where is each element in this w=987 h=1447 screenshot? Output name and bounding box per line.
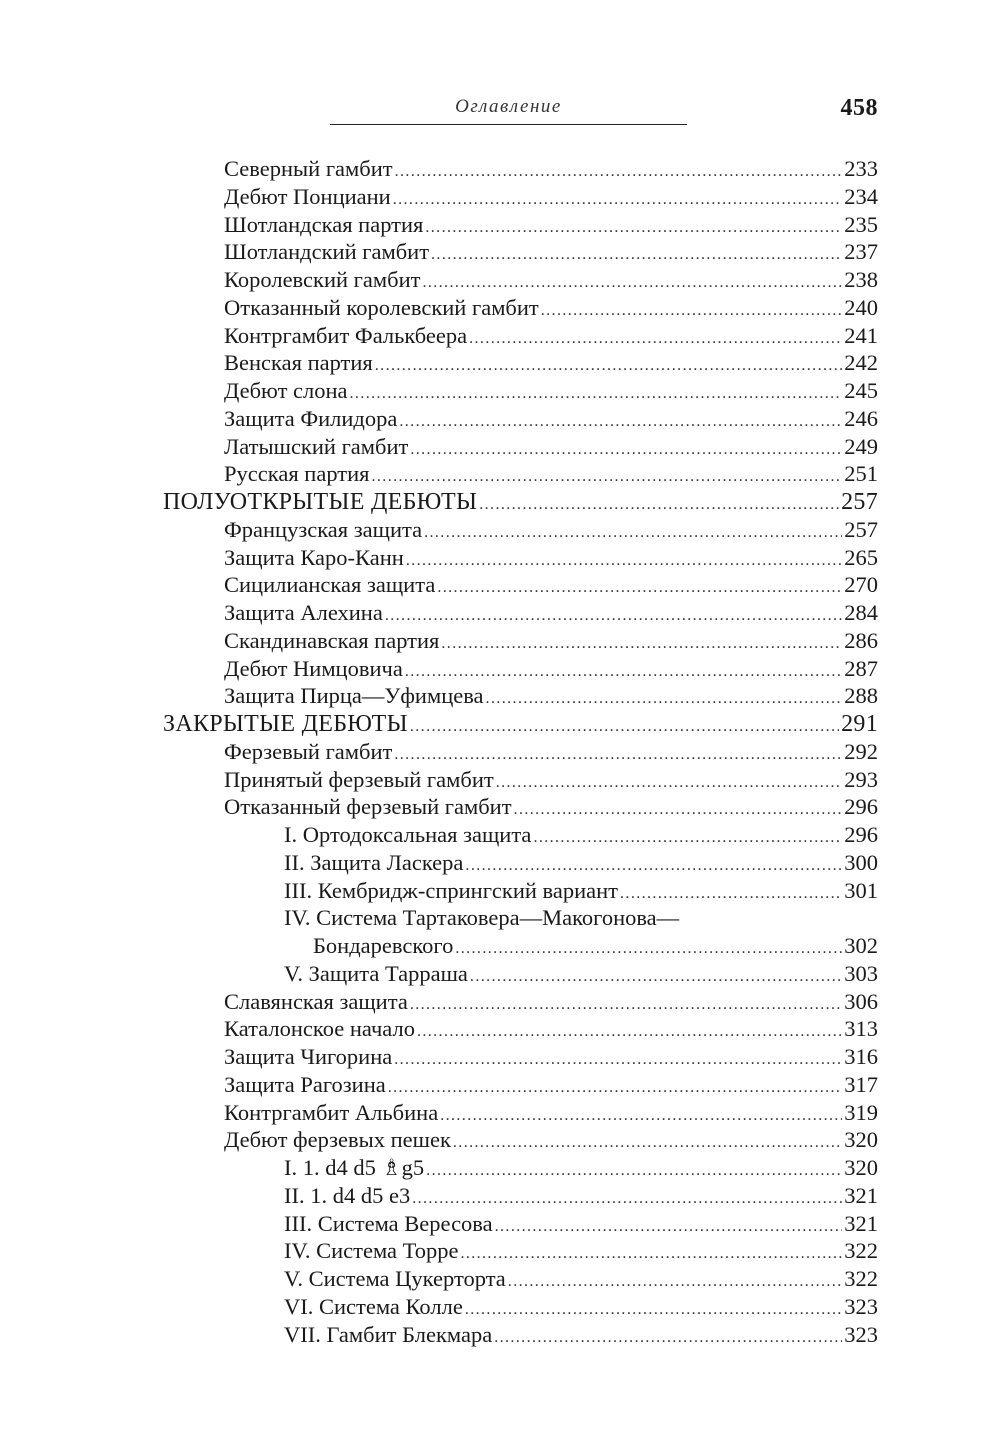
- toc-entry-title: V. Защита Тарраша: [284, 960, 468, 986]
- toc-entry-title: Ферзевый гамбит: [224, 738, 393, 764]
- toc-entry-page: 300: [844, 849, 878, 875]
- toc-entry-page: 245: [844, 378, 878, 403]
- toc-entry-title: Принятый ферзевый гамбит: [224, 766, 494, 792]
- toc-entry: [224, 155, 878, 183]
- toc-entry-page: 270: [844, 572, 878, 598]
- toc-entry: [224, 1071, 878, 1099]
- toc-entry-title: IV. Система Тартаковера—Макогонова—: [284, 905, 680, 931]
- toc-entry-title: Защита Каро-Канн: [224, 544, 404, 570]
- toc-entry: [224, 599, 878, 627]
- toc-entry: [284, 849, 878, 877]
- toc-entry-title: I. Ортодоксальная защита: [284, 822, 532, 847]
- toc-entry-page: 265: [844, 544, 878, 570]
- toc-entry-page: 241: [844, 322, 878, 348]
- toc-entry-page: 323: [844, 1321, 878, 1347]
- toc-entry-title: Северный гамбит: [224, 156, 393, 181]
- toc-entry-page: 301: [844, 877, 878, 903]
- toc-entry-title: Латышский гамбит: [224, 433, 409, 459]
- header-rule: [330, 124, 687, 125]
- toc-entry: [224, 1126, 878, 1154]
- toc-entry: [224, 516, 878, 544]
- toc-entry-title: Отказанный ферзевый гамбит: [224, 794, 512, 820]
- toc-entry: [284, 1265, 878, 1293]
- toc-entry-page: 237: [844, 239, 878, 265]
- toc-entry-page: 321: [844, 1182, 878, 1208]
- toc-entry-title: Дебют Понциани: [224, 183, 391, 209]
- toc-entry-title: Русская партия: [224, 461, 370, 487]
- toc-entry: [224, 571, 878, 599]
- toc-entry: [284, 904, 878, 932]
- toc-entry: [224, 433, 878, 461]
- toc-entry-page: 288: [844, 683, 878, 709]
- toc-entry-page: 235: [844, 211, 878, 237]
- toc-entry: [284, 1182, 878, 1210]
- toc-entry-title: Сицилианская защита: [224, 572, 436, 598]
- toc-entry-page: 257: [844, 516, 878, 542]
- toc-entry: [224, 988, 878, 1016]
- toc-entry: [224, 1015, 878, 1043]
- toc-entry-page: 251: [844, 461, 878, 487]
- toc-entry-title: Защита Чигорина: [224, 1044, 393, 1069]
- toc-entry: [224, 766, 878, 794]
- toc-entry: [284, 1210, 878, 1238]
- toc-entry-title: Защита Алехина: [224, 600, 383, 625]
- page-header: [0, 0, 987, 140]
- toc-entry: [224, 266, 878, 294]
- toc-entry-page: 234: [844, 183, 878, 209]
- toc-entry-title: Венская партия: [224, 350, 373, 376]
- toc-entry-title: VI. Система Колле: [284, 1293, 463, 1319]
- toc-entry: [224, 682, 878, 710]
- toc-entry-title: ЗАКРЫТЫЕ ДЕБЮТЫ: [163, 711, 408, 737]
- toc-entry-page: 296: [844, 822, 878, 847]
- toc-entry: [284, 960, 878, 988]
- toc-entry-page: 238: [844, 267, 878, 292]
- toc-entry-title: Защита Филидора: [224, 405, 398, 431]
- toc-entry-page: 322: [844, 1238, 878, 1264]
- toc-entry-title: VII. Гамбит Блекмара: [284, 1321, 493, 1347]
- toc-entry-page: 257: [841, 489, 878, 515]
- toc-entry-page: 303: [844, 960, 878, 986]
- toc-entry-title: II. Защита Ласкера: [284, 849, 464, 875]
- toc-entry-title: Каталонское начало: [224, 1016, 415, 1042]
- toc-entry-page: 319: [844, 1099, 878, 1125]
- toc-entry-page: 293: [844, 766, 878, 792]
- toc-entry-title: II. 1. d4 d5 e3: [284, 1182, 411, 1208]
- dot-leader: [494, 1324, 842, 1352]
- toc-entry: [224, 322, 878, 350]
- toc-entry: [224, 405, 878, 433]
- toc-entry: [284, 1321, 878, 1349]
- toc-entry-page: 286: [844, 627, 878, 653]
- toc-entry-page: 320: [844, 1127, 878, 1153]
- toc-entry-title: ПОЛУОТКРЫТЫЕ ДЕБЮТЫ: [163, 489, 478, 515]
- toc-entry-title: I. 1. d4 d5 ♗g5: [284, 1155, 425, 1180]
- toc-entry-title: Отказанный королевский гамбит: [224, 294, 539, 320]
- toc-entry-title: Дебют ферзевых пешек: [224, 1127, 451, 1153]
- toc-entry-title: Дебют слона: [224, 378, 348, 403]
- toc-entry-page: 240: [844, 294, 878, 320]
- toc-entry-page: 323: [844, 1293, 878, 1319]
- toc-entry-page: 242: [844, 350, 878, 376]
- toc-entry-title: Французская защита: [224, 516, 423, 542]
- toc-entry-page: 316: [844, 1044, 878, 1069]
- running-title: Оглавление: [455, 96, 562, 117]
- toc-entry-page: 320: [844, 1155, 878, 1180]
- toc-entry-page: 306: [844, 988, 878, 1014]
- toc-entry: [224, 1043, 878, 1071]
- toc-entry: [224, 793, 878, 821]
- toc-entry-page: 246: [844, 405, 878, 431]
- toc-entry-page: 296: [844, 794, 878, 820]
- toc-entry-page: 313: [844, 1016, 878, 1042]
- toc-entry-title: IV. Система Торре: [284, 1238, 459, 1264]
- page-number: 458: [840, 95, 878, 121]
- toc-entry-title: Контргамбит Фалькбеера: [224, 322, 468, 348]
- toc-entry-page: 302: [844, 933, 878, 958]
- toc-entry-title: V. Система Цукерторта: [284, 1266, 506, 1291]
- toc-entry: [313, 932, 878, 960]
- toc-entry-title: Дебют Нимцовича: [224, 655, 403, 681]
- toc-entry-page: 287: [844, 655, 878, 681]
- toc-entry: [284, 821, 878, 849]
- toc-entry: [224, 183, 878, 211]
- toc-entry: [284, 1293, 878, 1321]
- toc-entry: [284, 877, 878, 905]
- toc-entry-page: 291: [841, 711, 878, 737]
- toc-entry: [224, 1099, 878, 1127]
- toc-entry: [284, 1237, 878, 1265]
- toc-entry: [224, 655, 878, 683]
- toc-entry: [224, 349, 878, 377]
- toc-section: [163, 488, 878, 516]
- toc-entry-title: III. Система Вересова: [284, 1210, 493, 1236]
- toc-entry: [224, 294, 878, 322]
- toc-entry-page: 292: [844, 738, 878, 764]
- toc-entry-title: Шотландская партия: [224, 211, 424, 237]
- toc-entry-title: Защита Рагозина: [224, 1071, 386, 1097]
- toc-entry: [224, 211, 878, 239]
- toc-entry-title: Защита Пирца—Уфимцева: [224, 683, 484, 709]
- toc-entry-title: Королевский гамбит: [224, 267, 421, 292]
- toc-entry-title: Бондаревского: [313, 933, 454, 958]
- toc-entry-title: Шотландский гамбит: [224, 239, 430, 265]
- toc-entry-title: III. Кембридж-спрингский вариант: [284, 877, 619, 903]
- toc-section: [163, 710, 878, 738]
- toc-entry-page: 317: [844, 1071, 878, 1097]
- toc-entry-page: 321: [844, 1210, 878, 1236]
- toc-entry: [224, 238, 878, 266]
- toc-entry: [224, 544, 878, 572]
- toc-entry: [224, 627, 878, 655]
- toc-entry-title: Скандинавская партия: [224, 627, 440, 653]
- toc-entry-title: Контргамбит Альбина: [224, 1099, 439, 1125]
- toc-entry: [224, 377, 878, 405]
- toc-entry-page: 322: [844, 1266, 878, 1291]
- toc-entry: [224, 460, 878, 488]
- toc-entry-page: 249: [844, 433, 878, 459]
- toc-entry-page: 284: [844, 600, 878, 625]
- toc-entry: [224, 738, 878, 766]
- toc-entry-page: 233: [844, 156, 878, 181]
- toc-entry-title: Славянская защита: [224, 988, 408, 1014]
- toc-entry: [284, 1154, 878, 1182]
